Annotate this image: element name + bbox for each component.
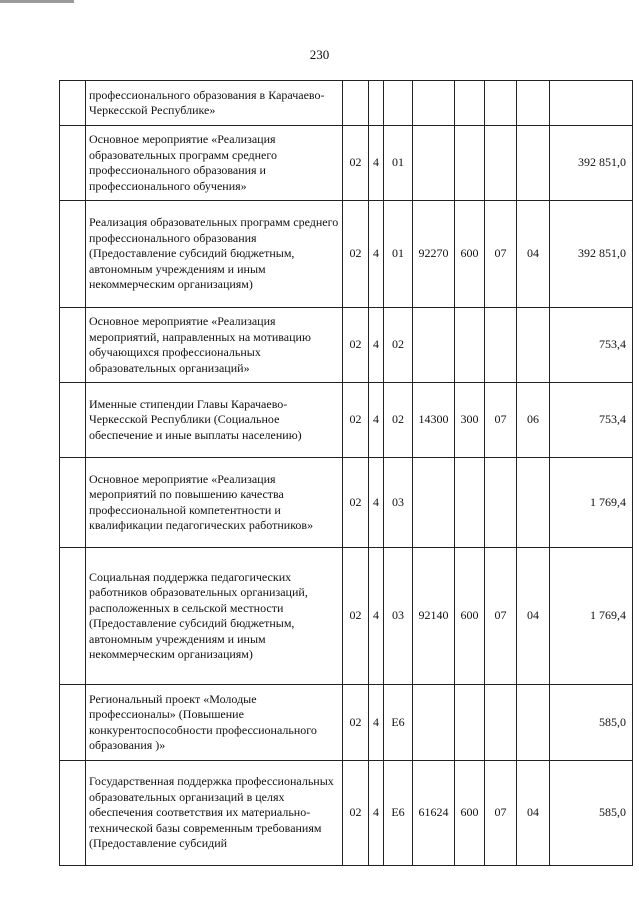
section-code <box>485 126 517 201</box>
event-code: 01 <box>384 201 413 308</box>
amount-cell: 392 851,0 <box>550 126 633 201</box>
direction-code: 14300 <box>413 383 455 458</box>
amount-cell: 585,0 <box>550 685 633 761</box>
expense-type-code <box>455 308 485 383</box>
amount-cell: 753,4 <box>550 383 633 458</box>
section-code <box>485 458 517 548</box>
amount-cell: 1 769,4 <box>550 458 633 548</box>
subprogram-code: 4 <box>369 201 384 308</box>
event-code: 02 <box>384 308 413 383</box>
amount-cell: 392 851,0 <box>550 201 633 308</box>
section-code: 07 <box>485 548 517 685</box>
table-row <box>60 126 633 201</box>
subsection-code <box>517 685 550 761</box>
row-number-cell <box>60 383 86 458</box>
event-code: Е6 <box>384 685 413 761</box>
subsection-code <box>517 458 550 548</box>
row-number-cell <box>60 761 86 866</box>
table-row <box>60 761 633 866</box>
table-row <box>60 308 633 383</box>
expense-type-code <box>455 458 485 548</box>
program-code: 02 <box>343 383 369 458</box>
subsection-code <box>517 81 550 126</box>
item-name: Региональный проект «Молодые профессионалы» (Повышение конкурентоспособности профессионального образования )» <box>86 685 343 761</box>
event-code <box>384 81 413 126</box>
subprogram-code: 4 <box>369 761 384 866</box>
program-code: 02 <box>343 201 369 308</box>
item-name: Реализация образовательных программ среднего профессионального образования (Предоставление субсидий бюджетным, автономным учреждениям и иным некоммерческим организациям) <box>86 201 343 308</box>
program-code: 02 <box>343 761 369 866</box>
subsection-code <box>517 126 550 201</box>
expense-type-code <box>455 126 485 201</box>
table-row <box>60 81 633 126</box>
row-number-cell <box>60 685 86 761</box>
amount-cell: 753,4 <box>550 308 633 383</box>
subprogram-code <box>369 81 384 126</box>
section-code <box>485 308 517 383</box>
amount-cell: 1 769,4 <box>550 548 633 685</box>
row-number-cell <box>60 458 86 548</box>
subsection-code: 06 <box>517 383 550 458</box>
table-row <box>60 548 633 685</box>
row-number-cell <box>60 548 86 685</box>
expense-type-code: 600 <box>455 761 485 866</box>
amount-cell <box>550 81 633 126</box>
item-name: Основное мероприятие «Реализация мероприятий, направленных на мотивацию обучающихся профессиональных образовательных организаций» <box>86 308 343 383</box>
subsection-code: 04 <box>517 548 550 685</box>
event-code: Е6 <box>384 761 413 866</box>
section-code <box>485 81 517 126</box>
program-code: 02 <box>343 685 369 761</box>
item-name: Социальная поддержка педагогических работников образовательных организаций, расположенных в сельской местности (Предоставление субсидий бюджетным, автономным учреждениям и иным некоммерческим организациям) <box>86 548 343 685</box>
expense-type-code: 600 <box>455 201 485 308</box>
page-number: 230 <box>309 47 330 62</box>
event-code: 01 <box>384 126 413 201</box>
direction-code <box>413 126 455 201</box>
direction-code <box>413 458 455 548</box>
item-name: Основное мероприятие «Реализация мероприятий по повышению качества профессиональной компетентности и квалификации педагогических работников» <box>86 458 343 548</box>
subsection-code: 04 <box>517 761 550 866</box>
table-row <box>60 201 633 308</box>
section-code: 07 <box>485 761 517 866</box>
top-edge-rule <box>0 0 74 3</box>
subprogram-code: 4 <box>369 383 384 458</box>
direction-code: 92140 <box>413 548 455 685</box>
subprogram-code: 4 <box>369 126 384 201</box>
budget-table <box>59 80 633 866</box>
item-name: Именные стипендии Главы Карачаево-Черкесской Республики (Социальное обеспечение и иные выплаты населению) <box>86 383 343 458</box>
row-number-cell <box>60 308 86 383</box>
subsection-code: 04 <box>517 201 550 308</box>
subprogram-code: 4 <box>369 308 384 383</box>
direction-code: 61624 <box>413 761 455 866</box>
expense-type-code <box>455 685 485 761</box>
section-code <box>485 685 517 761</box>
event-code: 02 <box>384 383 413 458</box>
table-row <box>60 383 633 458</box>
amount-cell: 585,0 <box>550 761 633 866</box>
item-name: профессионального образования в Карачаево-Черкесской Республике» <box>86 81 343 126</box>
row-number-cell <box>60 81 86 126</box>
expense-type-code <box>455 81 485 126</box>
direction-code <box>413 81 455 126</box>
item-name: Основное мероприятие «Реализация образовательных программ среднего профессионального образования и профессионального обучения» <box>86 126 343 201</box>
direction-code <box>413 308 455 383</box>
program-code: 02 <box>343 548 369 685</box>
program-code: 02 <box>343 458 369 548</box>
subprogram-code: 4 <box>369 685 384 761</box>
subprogram-code: 4 <box>369 458 384 548</box>
subprogram-code: 4 <box>369 548 384 685</box>
program-code: 02 <box>343 308 369 383</box>
table-row <box>60 685 633 761</box>
expense-type-code: 300 <box>455 383 485 458</box>
section-code: 07 <box>485 201 517 308</box>
event-code: 03 <box>384 458 413 548</box>
program-code <box>343 81 369 126</box>
program-code: 02 <box>343 126 369 201</box>
table-row <box>60 458 633 548</box>
subsection-code <box>517 308 550 383</box>
event-code: 03 <box>384 548 413 685</box>
row-number-cell <box>60 201 86 308</box>
section-code: 07 <box>485 383 517 458</box>
direction-code: 92270 <box>413 201 455 308</box>
row-number-cell <box>60 126 86 201</box>
item-name: Государственная поддержка профессиональных образовательных организаций в целях обеспечения соответствия их материально-технической базы современным требованиям (Предоставление субсидий <box>86 761 343 866</box>
direction-code <box>413 685 455 761</box>
expense-type-code: 600 <box>455 548 485 685</box>
